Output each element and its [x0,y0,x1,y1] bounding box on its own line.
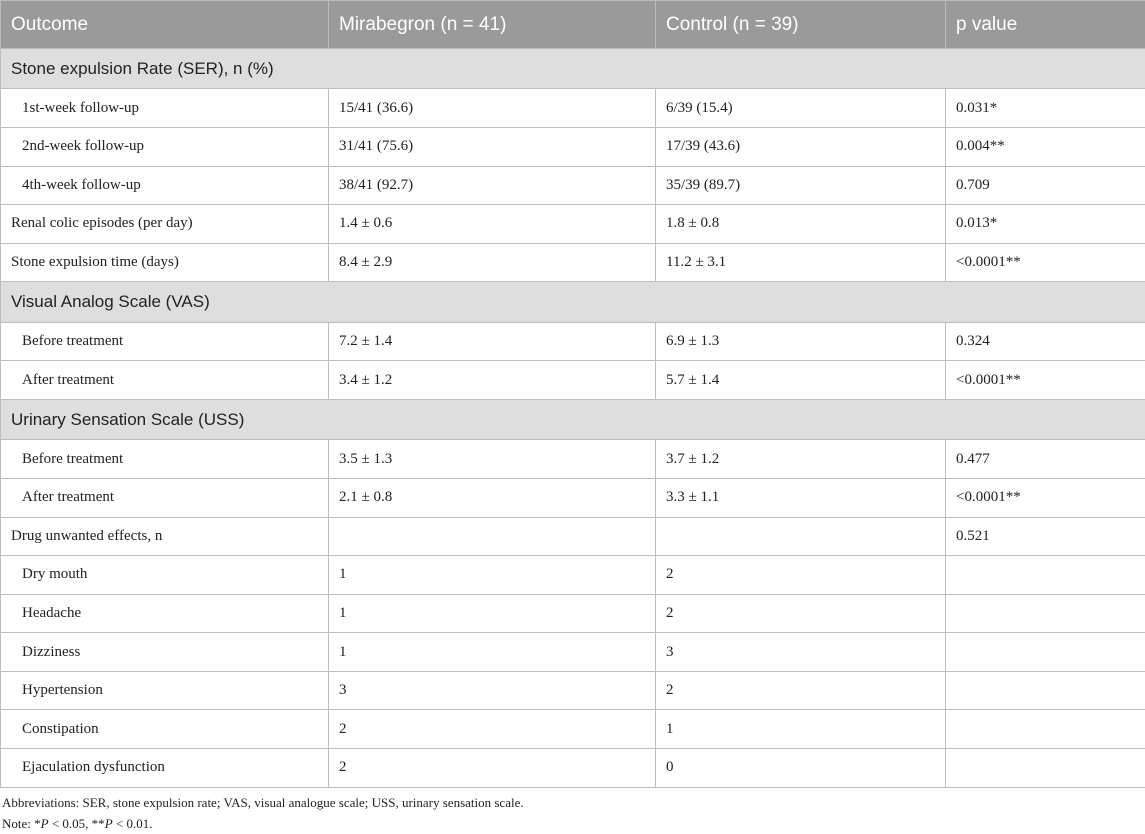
mirabegron-cell: 7.2 ± 1.4 [329,322,656,361]
mirabegron-cell: 2 [329,749,656,788]
control-cell: 35/39 (89.7) [656,166,946,205]
table-row [1,127,1145,166]
table-row [1,671,1145,710]
control-cell: 0 [656,749,946,788]
p-value-cell: 0.521 [946,517,1145,556]
p-value-cell: 0.709 [946,166,1145,205]
mirabegron-cell: 3 [329,671,656,710]
section-row-ser [1,49,1145,89]
mirabegron-cell: 1 [329,556,656,595]
mirabegron-cell: 3.5 ± 1.3 [329,440,656,479]
p-value-cell: 0.013* [946,205,1145,244]
section-row-uss [1,399,1145,439]
table-row [1,710,1145,749]
outcome-cell: Drug unwanted effects, n [1,517,329,556]
table-row [1,205,1145,244]
p-value-cell: <0.0001** [946,478,1145,517]
outcome-cell: Constipation [1,710,329,749]
outcome-cell: Before treatment [1,440,329,479]
p-value-cell: <0.0001** [946,361,1145,400]
outcome-cell: Stone expulsion time (days) [1,243,329,282]
p-value-cell [946,633,1145,672]
control-cell: 1.8 ± 0.8 [656,205,946,244]
control-cell: 6.9 ± 1.3 [656,322,946,361]
control-cell: 6/39 (15.4) [656,89,946,128]
outcome-cell: 2nd-week follow-up [1,127,329,166]
mirabegron-cell: 2.1 ± 0.8 [329,478,656,517]
table-row [1,166,1145,205]
mirabegron-cell: 1.4 ± 0.6 [329,205,656,244]
mirabegron-cell: 8.4 ± 2.9 [329,243,656,282]
control-cell: 2 [656,594,946,633]
table-row [1,322,1145,361]
table-row [1,517,1145,556]
p-value-cell: <0.0001** [946,243,1145,282]
section-title: Stone expulsion Rate (SER), n (%) [1,49,1145,89]
p-value-cell [946,710,1145,749]
table-footnotes [0,788,1145,834]
control-cell: 2 [656,556,946,595]
control-cell: 1 [656,710,946,749]
p-value-cell: 0.031* [946,89,1145,128]
section-row-vas [1,282,1145,322]
significance-note: Note: *P < 0.05, **P < 0.01. [2,813,1143,834]
outcome-cell: Ejaculation dysfunction [1,749,329,788]
col-header-control: Control (n = 39) [656,1,946,49]
section-title: Visual Analog Scale (VAS) [1,282,1145,322]
p-value-cell [946,594,1145,633]
table-row [1,361,1145,400]
control-cell: 11.2 ± 3.1 [656,243,946,282]
outcome-cell: Before treatment [1,322,329,361]
mirabegron-cell: 15/41 (36.6) [329,89,656,128]
table-row [1,594,1145,633]
table-row [1,556,1145,595]
col-header-mirabegron: Mirabegron (n = 41) [329,1,656,49]
mirabegron-cell [329,517,656,556]
header-row [1,1,1145,49]
p-value-cell [946,671,1145,710]
outcome-cell: 1st-week follow-up [1,89,329,128]
table-row [1,89,1145,128]
p-value-cell: 0.324 [946,322,1145,361]
table-row [1,243,1145,282]
mirabegron-cell: 38/41 (92.7) [329,166,656,205]
outcome-cell: Headache [1,594,329,633]
outcome-cell: After treatment [1,478,329,517]
table-row [1,440,1145,479]
outcome-cell: Renal colic episodes (per day) [1,205,329,244]
control-cell: 5.7 ± 1.4 [656,361,946,400]
control-cell: 2 [656,671,946,710]
p-value-cell [946,556,1145,595]
outcome-cell: 4th-week follow-up [1,166,329,205]
mirabegron-cell: 1 [329,633,656,672]
control-cell: 17/39 (43.6) [656,127,946,166]
abbreviations-note: Abbreviations: SER, stone expulsion rate; VAS, visual analogue scale; USS, urinary sensation scale. [2,792,1143,813]
table-row [1,633,1145,672]
control-cell: 3 [656,633,946,672]
outcome-cell: Dry mouth [1,556,329,595]
control-cell [656,517,946,556]
outcome-cell: Hypertension [1,671,329,710]
mirabegron-cell: 2 [329,710,656,749]
outcome-cell: Dizziness [1,633,329,672]
p-value-cell: 0.477 [946,440,1145,479]
mirabegron-cell: 1 [329,594,656,633]
table-row [1,749,1145,788]
col-header-outcome: Outcome [1,1,329,49]
outcome-cell: After treatment [1,361,329,400]
control-cell: 3.3 ± 1.1 [656,478,946,517]
mirabegron-cell: 31/41 (75.6) [329,127,656,166]
p-value-cell [946,749,1145,788]
control-cell: 3.7 ± 1.2 [656,440,946,479]
table-row [1,478,1145,517]
mirabegron-cell: 3.4 ± 1.2 [329,361,656,400]
section-title: Urinary Sensation Scale (USS) [1,399,1145,439]
p-value-cell: 0.004** [946,127,1145,166]
col-header-p-value: p value [946,1,1145,49]
